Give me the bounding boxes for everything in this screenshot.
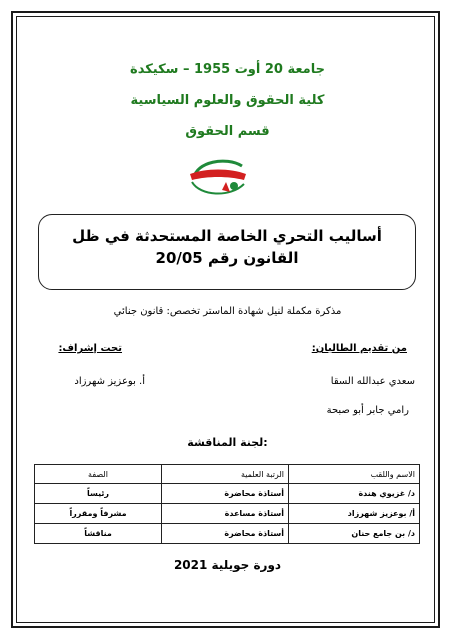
student-name-1: سعدي عبدالله السقا: [330, 376, 415, 387]
table-header-row: [35, 465, 420, 484]
header-name: الاسم واللقب: [289, 465, 420, 484]
header-role: الصفة: [35, 465, 162, 484]
department-name: قسم الحقوق: [185, 124, 270, 139]
thesis-title-line2: القانون رقم 20/05: [155, 249, 299, 267]
member-role: مناقشاً: [35, 524, 162, 544]
table-row: [35, 504, 420, 524]
member-role: رئيساً: [35, 484, 162, 504]
university-logo: [186, 152, 250, 198]
university-name: جامعة 20 أوت 1955 – سكيكدة: [130, 62, 325, 77]
member-role: مشرفاً ومقرراً: [35, 504, 162, 524]
thesis-title-box: [38, 214, 416, 290]
memo-description: مذكرة مكملة لنيل شهادة الماستر تخصص: قانون جنائي: [113, 306, 342, 317]
supervisor-label: تحت إشراف:: [58, 343, 122, 354]
header-rank: الرتبة العلمية: [162, 465, 289, 484]
faculty-name: كلية الحقوق والعلوم السياسية: [130, 93, 325, 108]
member-rank: أستاذة مساعدة: [162, 504, 289, 524]
member-name: أ/ بوعزيز شهرزاد: [289, 504, 420, 524]
student-name-2: رامي جابر أبو صبحة: [326, 405, 409, 416]
supervisor-name: أ. بوعزيز شهرزاد: [74, 376, 145, 387]
table-row: [35, 484, 420, 504]
table-row: [35, 524, 420, 544]
committee-table: [34, 464, 420, 544]
thesis-title-line1: أساليب التحري الخاصة المستحدثة في ظل: [72, 227, 382, 245]
students-label: من تقديم الطالبان:: [311, 343, 407, 354]
member-rank: أستاذة محاضرة: [162, 484, 289, 504]
member-name: د/ بن جامع حنان: [289, 524, 420, 544]
committee-title: لجنة المناقشة:: [187, 436, 268, 449]
session-year: دورة جويلية 2021: [173, 558, 282, 572]
member-name: د/ غزيوي هندة: [289, 484, 420, 504]
member-rank: أستاذة محاضرة: [162, 524, 289, 544]
